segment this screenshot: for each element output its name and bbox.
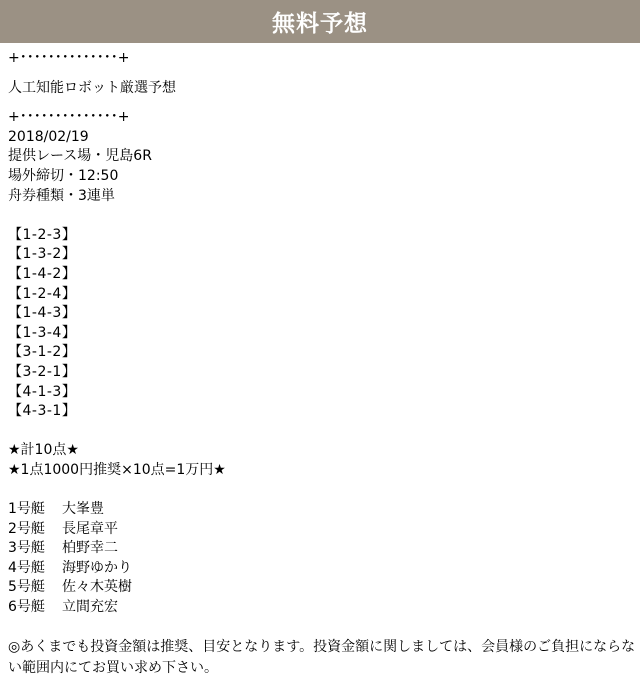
race-deadline: 場外締切・12:50 [8,167,119,184]
racer-row [8,578,636,598]
summary-stake: ★1点1000円推奨×10点=1万円★ [8,461,226,478]
race-date: 2018/02/19 [8,128,89,145]
prediction-heading: 人工知能ロボット厳選予想 [8,79,176,96]
racer-row [8,500,636,520]
pick-item: 【1-4-2】 [8,265,77,282]
boat-number: 2号艇 [8,520,45,537]
pick-item: 【4-3-1】 [8,403,77,420]
boat-number: 4号艇 [8,559,45,576]
racer-row [8,598,636,618]
pick-item: 【4-1-3】 [8,383,77,400]
racer-name: 立間充宏 [62,599,118,616]
racer-list [8,500,636,618]
summary-total: ★計10点★ [8,442,79,459]
separator-top: +･･････････････+ [8,50,130,66]
race-venue: 提供レース場・児島6R [8,148,152,165]
pick-item: 【1-4-3】 [8,305,77,322]
racer-row [8,559,636,579]
pick-item: 【1-3-2】 [8,246,77,263]
boat-number: 6号艇 [8,599,45,616]
racer-name: 大峯豊 [62,501,104,518]
investment-note: ◎あくまでも投資金額は推奨、目安となります。投資金額に関しましては、会員様のご負担にならない範囲内にてお買い求め下さい。 [8,639,636,677]
separator-bottom: +･･････････････+ [8,109,130,126]
page-title: 無料予想 [272,11,368,37]
racer-name: 海野ゆかり [62,559,132,576]
racer-row [8,520,636,540]
header-bar [0,0,640,43]
pick-item: 【1-2-4】 [8,285,77,302]
boat-number: 5号艇 [8,579,45,596]
racer-row [8,539,636,559]
pick-item: 【3-1-2】 [8,344,77,361]
race-bet-type: 舟券種類・3連単 [8,187,115,204]
pick-item: 【1-3-4】 [8,324,77,341]
pick-item: 【3-2-1】 [8,363,77,380]
racer-name: 長尾章平 [62,520,118,537]
boat-number: 3号艇 [8,540,45,557]
racer-name: 佐々木英樹 [62,579,132,596]
prediction-content [8,49,636,679]
racer-name: 柏野幸二 [62,540,118,557]
picks-list [8,226,636,422]
pick-item: 【1-2-3】 [8,226,77,243]
boat-number: 1号艇 [8,501,45,518]
